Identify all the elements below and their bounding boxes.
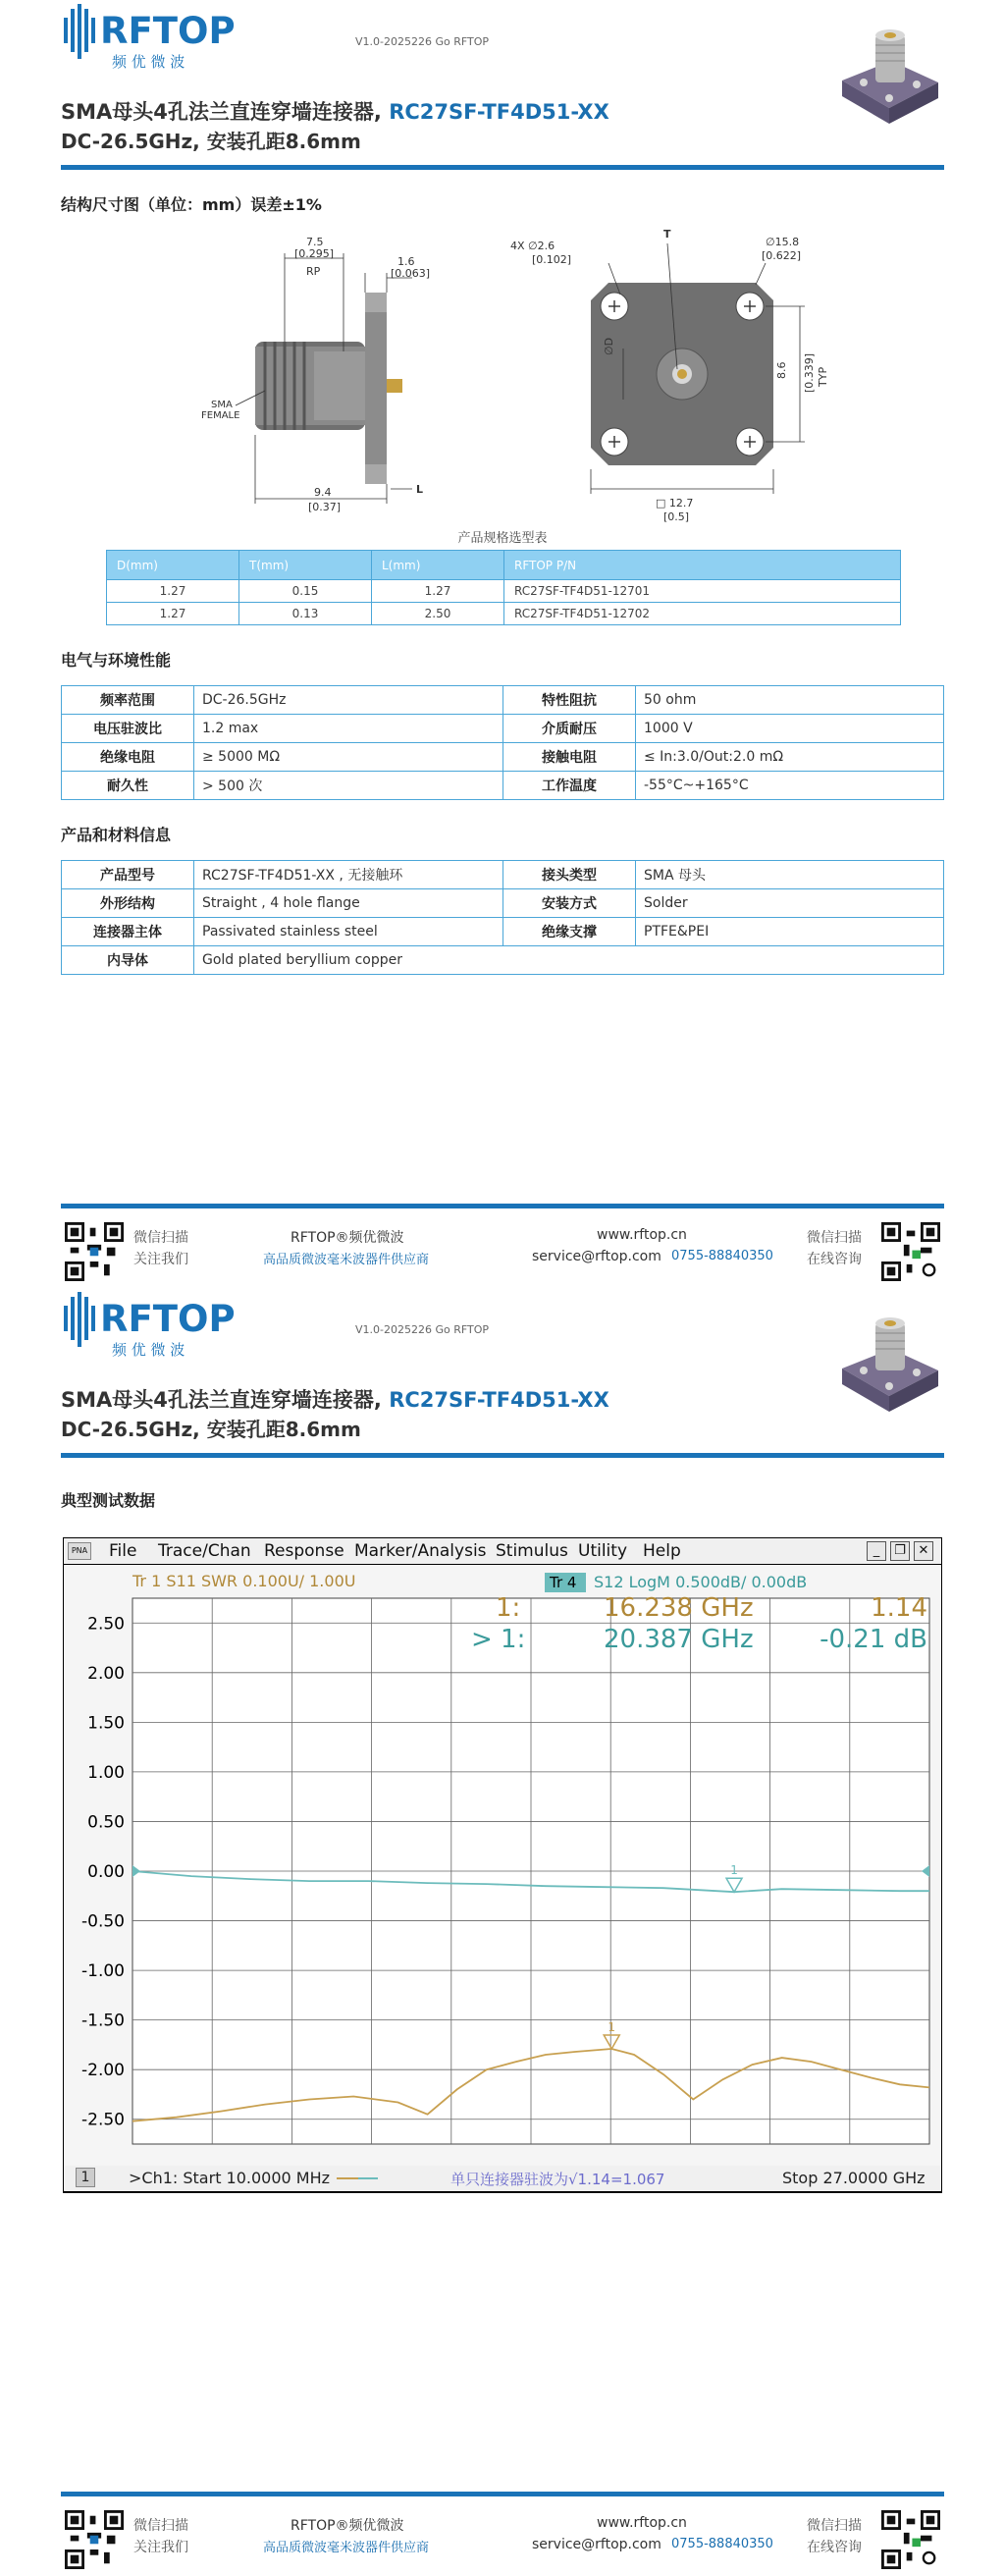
table-cell: Solder <box>636 889 944 918</box>
table-row <box>62 861 944 889</box>
footer-consult: 在线咨询 <box>807 1252 862 1267</box>
dim-L: L <box>416 483 424 496</box>
dim-T: T <box>663 228 671 241</box>
version-text: V1.0-2025226 Go RFTOP <box>355 35 490 48</box>
brand-text: RFTOP <box>100 1298 236 1340</box>
table-cell: 绝缘支撑 <box>503 918 636 946</box>
footer <box>0 1217 1005 1286</box>
restore-icon[interactable]: ❐ <box>890 1541 910 1561</box>
dim-dia: ∅15.8 <box>766 236 800 248</box>
footer-wechat-scan: 微信扫描 <box>133 1230 188 1246</box>
vna-plot <box>64 1565 941 2166</box>
marker-2-value: -0.21 dB <box>820 1625 927 1654</box>
dim-rp: RP <box>306 265 321 278</box>
product-title <box>61 1384 609 1414</box>
footer-brand: RFTOP®频优微波 <box>291 1230 404 1246</box>
dim-0-5: [0.5] <box>663 510 690 523</box>
table-cell: 1.2 max <box>194 715 503 743</box>
footer-follow-us: 关注我们 <box>133 1252 188 1267</box>
table-cell: RC27SF-TF4D51-12701 <box>504 580 901 603</box>
rftop-logo <box>61 4 267 73</box>
vna-screenshot <box>63 1537 942 2193</box>
qr-code-icon <box>65 2510 124 2569</box>
dim-hole-in: [0.102] <box>532 253 572 266</box>
table-cell: RC27SF-TF4D51-12702 <box>504 603 901 625</box>
product-image <box>832 1310 945 1425</box>
header-divider <box>61 1453 944 1458</box>
trace-1-label: Tr 1 S11 SWR 0.100U/ 1.00U <box>132 1572 356 1590</box>
menu-marker-analysis[interactable]: Marker/Analysis <box>354 1541 487 1561</box>
dim-0-37: [0.37] <box>308 501 342 513</box>
table-cell: RC27SF-TF4D51-XX , 无接触环 <box>194 861 503 889</box>
dim-12-7: □ 12.7 <box>656 497 694 510</box>
footer-email[interactable]: service@rftop.com <box>532 1249 661 1264</box>
table-cell: 接头类型 <box>503 861 636 889</box>
table-cell: ≤ In:3.0/Out:2.0 mΩ <box>636 743 944 772</box>
table-cell: PTFE&PEI <box>636 918 944 946</box>
trace-4-tag: Tr 4 <box>550 1574 577 1591</box>
spec-header-pn: RFTOP P/N <box>504 551 901 580</box>
table-cell: 内导体 <box>62 946 194 975</box>
menu-utility[interactable]: Utility <box>578 1541 628 1561</box>
table-row <box>62 946 944 975</box>
version-text: V1.0-2025226 Go RFTOP <box>355 1323 490 1336</box>
y-tick-label: -1.50 <box>81 2011 125 2031</box>
materials-table <box>61 860 944 975</box>
table-cell: 绝缘电阻 <box>62 743 194 772</box>
table-row <box>62 715 944 743</box>
table-cell: 外形结构 <box>62 889 194 918</box>
footer-wechat-scan-right: 微信扫描 <box>807 1230 862 1246</box>
materials-heading: 产品和材料信息 <box>61 826 172 844</box>
footer-email[interactable]: service@rftop.com <box>532 2537 661 2552</box>
table-cell: 产品型号 <box>62 861 194 889</box>
dimension-heading: 结构尺寸图（单位：mm）误差±1% <box>61 195 322 214</box>
table-cell: ≥ 5000 MΩ <box>194 743 503 772</box>
table-cell: 接触电阻 <box>503 743 636 772</box>
y-tick-label: -2.00 <box>81 2061 125 2081</box>
status-note: 单只连接器驻波为√1.14=1.067 <box>450 2171 665 2188</box>
table-cell: DC-26.5GHz <box>194 686 503 715</box>
status-start: >Ch1: Start 10.0000 MHz <box>129 2169 331 2187</box>
title-part-number: RC27SF-TF4D51-XX <box>389 1388 609 1412</box>
table-row <box>62 743 944 772</box>
brand-cn: 频 优 微 波 <box>112 1341 185 1359</box>
menu-response[interactable]: Response <box>264 1541 344 1561</box>
dim-7-5: 7.5 <box>306 236 324 248</box>
table-cell: 1.27 <box>107 603 239 625</box>
footer-slogan: 高品质微波毫米波器件供应商 <box>263 2541 430 2555</box>
table-cell: 连接器主体 <box>62 918 194 946</box>
table-cell: -55°C~+165°C <box>636 772 944 800</box>
table-cell: 2.50 <box>372 603 504 625</box>
vna-menubar <box>64 1538 941 1564</box>
table-row <box>107 603 901 625</box>
footer-divider <box>61 1204 944 1208</box>
title-part-number: RC27SF-TF4D51-XX <box>389 100 609 124</box>
table-row <box>107 580 901 603</box>
dim-0-295: [0.295] <box>294 247 335 260</box>
footer-website[interactable]: www.rftop.cn <box>597 1227 687 1243</box>
trace-4-label: S12 LogM 0.500dB/ 0.00dB <box>594 1573 808 1591</box>
minimize-icon[interactable]: _ <box>867 1541 886 1561</box>
product-subtitle: DC-26.5GHz, 安装孔距8.6mm <box>61 130 361 153</box>
dim-dia-in: [0.622] <box>762 249 802 262</box>
electrical-heading: 电气与环境性能 <box>61 651 172 670</box>
status-trace4-swatch <box>358 2177 378 2179</box>
footer-slogan: 高品质微波毫米波器件供应商 <box>263 1253 430 1267</box>
table-cell: 0.13 <box>239 603 372 625</box>
vna-plot-area <box>64 1565 941 2166</box>
marker-1-id: 1: <box>496 1593 521 1623</box>
dim-1-6: 1.6 <box>397 255 415 268</box>
app-icon: PNA <box>68 1542 91 1560</box>
dim-hole: 4X ∅2.6 <box>510 240 555 252</box>
table-cell: 电压驻波比 <box>62 715 194 743</box>
table-cell: 耐久性 <box>62 772 194 800</box>
table-row <box>62 772 944 800</box>
footer-wechat-scan-right: 微信扫描 <box>807 2518 862 2534</box>
y-tick-label: 0.50 <box>87 1812 125 1833</box>
table-cell: 介质耐压 <box>503 715 636 743</box>
menu-help[interactable]: Help <box>643 1541 681 1561</box>
marker-trace-4-label: 1 <box>730 1863 738 1878</box>
table-cell: SMA 母头 <box>636 861 944 889</box>
table-row <box>62 686 944 715</box>
status-stop: Stop 27.0000 GHz <box>782 2169 926 2187</box>
y-tick-label: 1.50 <box>87 1713 125 1734</box>
test-heading: 典型测试数据 <box>61 1491 156 1510</box>
menu-trace-chan[interactable]: Trace/Chan <box>158 1541 251 1561</box>
table-cell: Passivated stainless steel <box>194 918 503 946</box>
label-sma: SMA <box>211 400 233 410</box>
y-tick-label: 1.00 <box>87 1762 125 1783</box>
footer-consult: 在线咨询 <box>807 2540 862 2555</box>
product-title <box>61 96 609 126</box>
footer-brand: RFTOP®频优微波 <box>291 2518 404 2534</box>
marker-1-freq: 16.238 GHz <box>604 1593 754 1623</box>
footer-follow-us: 关注我们 <box>133 2540 188 2555</box>
y-tick-label: -1.00 <box>81 1961 125 1982</box>
dim-8-6: 8.6 <box>775 361 788 379</box>
marker-2-id: > 1: <box>471 1625 526 1654</box>
y-tick-label: -2.50 <box>81 2110 125 2130</box>
menu-file[interactable]: File <box>109 1541 137 1561</box>
brand-text: RFTOP <box>100 10 236 52</box>
table-cell: 50 ohm <box>636 686 944 715</box>
table-cell: 频率范围 <box>62 686 194 715</box>
footer-wechat-scan: 微信扫描 <box>133 2518 188 2534</box>
dim-0-339: [0.339] <box>803 352 816 393</box>
electrical-table <box>61 685 944 800</box>
spec-header-l: L(mm) <box>372 551 504 580</box>
header-divider <box>61 165 944 170</box>
spec-table-caption: 产品规格选型表 <box>457 531 548 546</box>
footer-divider <box>61 2492 944 2496</box>
y-tick-label: -0.50 <box>81 1911 125 1932</box>
dim-typ: TYP <box>817 366 829 387</box>
footer-website[interactable]: www.rftop.cn <box>597 2515 687 2531</box>
table-cell: 工作温度 <box>503 772 636 800</box>
y-tick-label: 0.00 <box>87 1862 125 1882</box>
marker-1-value: 1.14 <box>871 1593 927 1623</box>
table-cell: > 500 次 <box>194 772 503 800</box>
title-prefix: SMA母头4孔法兰直连穿墙连接器, <box>61 100 390 124</box>
dim-phi-d: ∅D <box>603 337 615 355</box>
product-image <box>832 22 945 137</box>
spec-header-d: D(mm) <box>107 551 239 580</box>
dimension-drawing <box>177 224 844 523</box>
y-tick-label: 2.00 <box>87 1663 125 1684</box>
table-cell: 安装方式 <box>503 889 636 918</box>
label-female: FEMALE <box>201 410 240 421</box>
qr-code-icon <box>881 2510 940 2569</box>
spec-table <box>106 550 901 625</box>
marker-2-freq: 20.387 GHz <box>604 1625 754 1654</box>
dim-0-063: [0.063] <box>391 267 431 280</box>
footer-phone: 0755-88840350 <box>671 1249 773 1263</box>
spec-header-t: T(mm) <box>239 551 372 580</box>
table-cell: 0.15 <box>239 580 372 603</box>
table-row <box>62 918 944 946</box>
y-tick-label: 2.50 <box>87 1614 125 1635</box>
table-cell: Straight , 4 hole flange <box>194 889 503 918</box>
table-cell: 1.27 <box>372 580 504 603</box>
spec-header-row <box>107 551 901 580</box>
qr-code-icon <box>881 1222 940 1281</box>
qr-code-icon <box>65 1222 124 1281</box>
footer <box>0 2505 1005 2574</box>
marker-trace-1-label: 1 <box>608 2019 616 2034</box>
rftop-logo <box>61 1292 267 1361</box>
table-row <box>62 889 944 918</box>
close-icon[interactable]: ✕ <box>914 1541 933 1561</box>
brand-cn: 频 优 微 波 <box>112 53 185 71</box>
dim-9-4: 9.4 <box>314 486 332 499</box>
table-cell: Gold plated beryllium copper <box>194 946 944 975</box>
footer-phone: 0755-88840350 <box>671 2537 773 2551</box>
status-channel: 1 <box>76 2168 95 2187</box>
table-cell: 1000 V <box>636 715 944 743</box>
table-cell: 特性阻抗 <box>503 686 636 715</box>
table-cell: 1.27 <box>107 580 239 603</box>
menu-stimulus[interactable]: Stimulus <box>496 1541 568 1561</box>
vna-statusbar <box>64 2166 941 2191</box>
title-prefix: SMA母头4孔法兰直连穿墙连接器, <box>61 1388 390 1412</box>
product-subtitle: DC-26.5GHz, 安装孔距8.6mm <box>61 1418 361 1441</box>
